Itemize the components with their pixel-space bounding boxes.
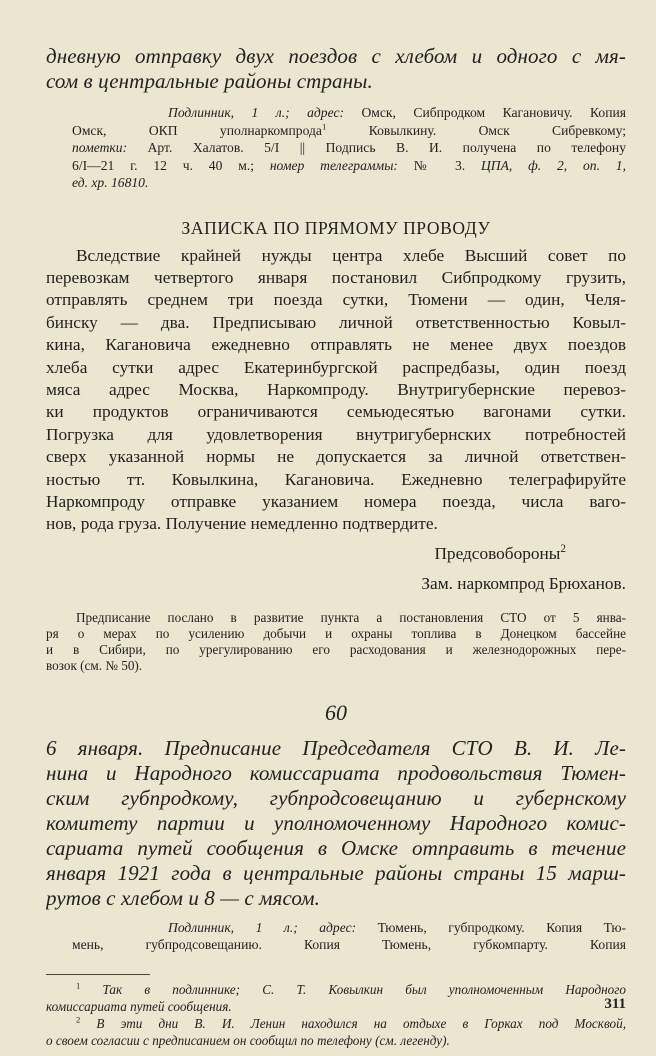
footnote-line: $^2$ В эти дни В. И. Ленин находился на отдыхе в Горках под Москвой, [76,1014,626,1031]
footnote-2 [46,1015,626,1049]
source-note-line: Подлинник, 1 л.; адрес: Тюмень, губпродкому. Копия Тю- [168,919,626,935]
heading-line: комитету партии и уполномоченному Народного комис- [46,810,626,835]
body-line: отправлять среднем три поезда сутки, Тюмени — один, Челя- [46,290,626,310]
footnote-divider [46,974,150,975]
footnote-1 [46,981,626,1015]
source-note-2 [46,919,626,954]
heading-line: рутов с хлебом и 8 — с мясом. [46,885,321,910]
heading-line: сариата путей сообщения в Омске отправить в течение [46,835,626,860]
commentary-line: возок (см. № 50). [46,657,143,673]
body-line: мяса адрес Москва, Наркомпроду. Внутригубернские перевоз- [46,379,626,399]
page-number: 311 [604,996,626,1012]
heading-line: ским губпродкому, губпродсовещанию и губернскому [46,785,626,810]
commentary-line: и в Сибири, по урегулированию его расходования и железнодорожных пере- [46,641,626,657]
lead-line: сом в центральные районы страны. [46,69,373,93]
body-line: нов, рода груза. Получение немедленно подтвердите. [46,514,438,534]
footnote-line: $^1$ Так в подлиннике; С. Т. Ковылкин был уполномоченным Народного [76,980,626,997]
body-line: ностью тт. Ковылкина, Кагановича. Ежедневно телеграфируйте [46,469,626,489]
heading-line: января 1921 года в центральные районы страны 15 марш- [46,860,626,885]
source-note-line: мень, губпродсовещанию. Копия Тюмень, губкомпарту. Копия [72,937,626,953]
section-title: ЗАПИСКА ПО ПРЯМОМУ ПРОВОДУ [181,217,491,238]
body-line: Погрузка для удовлетворения внутригубернских потребностей [46,424,626,444]
commentary-line: ря о мерах по усилению добычи и охраны топлива в Донецком бассейне [46,625,626,641]
footnote-line: комиссариата путей сообщения. [46,998,232,1014]
telegram-body [46,245,626,536]
body-line: хлеба сутки адрес Екатеринбургской распредбазы, один поезд [46,357,626,377]
footnote-line: о своем согласии с предписанием он сообщил по телефону (см. легенду). [46,1032,450,1048]
document-heading [46,736,626,911]
commentary-line: Предписание послано в развитие пункта а постановления СТО от 5 янва- [76,609,626,625]
body-line: Наркомпроду отправке указанием номера поезда, числа ваго- [46,491,626,511]
heading-line: 6 января. Предписание Председателя СТО В. И. Ле- [46,735,626,760]
source-note-line: ед. хр. 16810. [72,175,149,190]
source-note [46,104,626,192]
source-note-line: пометки: Арт. Халатов. 5/I || Подпись В. И. получена по телефону [72,140,626,155]
body-line: кина, Кагановича ежедневно отправлять не менее двух поездов [46,335,626,355]
lead-paragraph [46,44,626,94]
signature-bryukhanov: Зам. наркомпрод Брюханов. [421,573,626,593]
source-note-line: Подлинник, 1 л.; адрес: Омск, Сибпродком Кагановичу. Копия [168,105,626,120]
source-note-line: 6/I—21 г. 12 ч. 40 м.; номер телеграммы: № 3. ЦПА, ф. 2, оп. 1, [72,157,626,173]
body-line: Вследствие крайней нужды центра хлебе Высший совет по [76,245,626,265]
body-line: сверх указанной нормы не допускается за личной ответствен- [46,447,626,467]
heading-line: нина и Народного комиссариата продовольствия Тюмен- [46,760,626,785]
source-note-line: Омск, ОКП уполнаркомпрода$^1$ Ковылкину. Омск Сибревкому; [72,121,626,138]
document-number: 60 [325,699,347,725]
body-line: перевозкам четвертого января постановил Сибпродкому грузить, [46,267,626,287]
signature-predsovoborony: Предсовобороны$^2$ [434,543,566,563]
lead-line: дневную отправку двух поездов с хлебом и одного с мя- [46,44,626,68]
commentary [46,610,626,674]
body-line: бинску — два. Предписываю личной ответственностью Ковыл- [46,312,626,332]
body-line: ки продуктов ограничиваются семьюдесятью вагонами сутки. [46,402,626,422]
